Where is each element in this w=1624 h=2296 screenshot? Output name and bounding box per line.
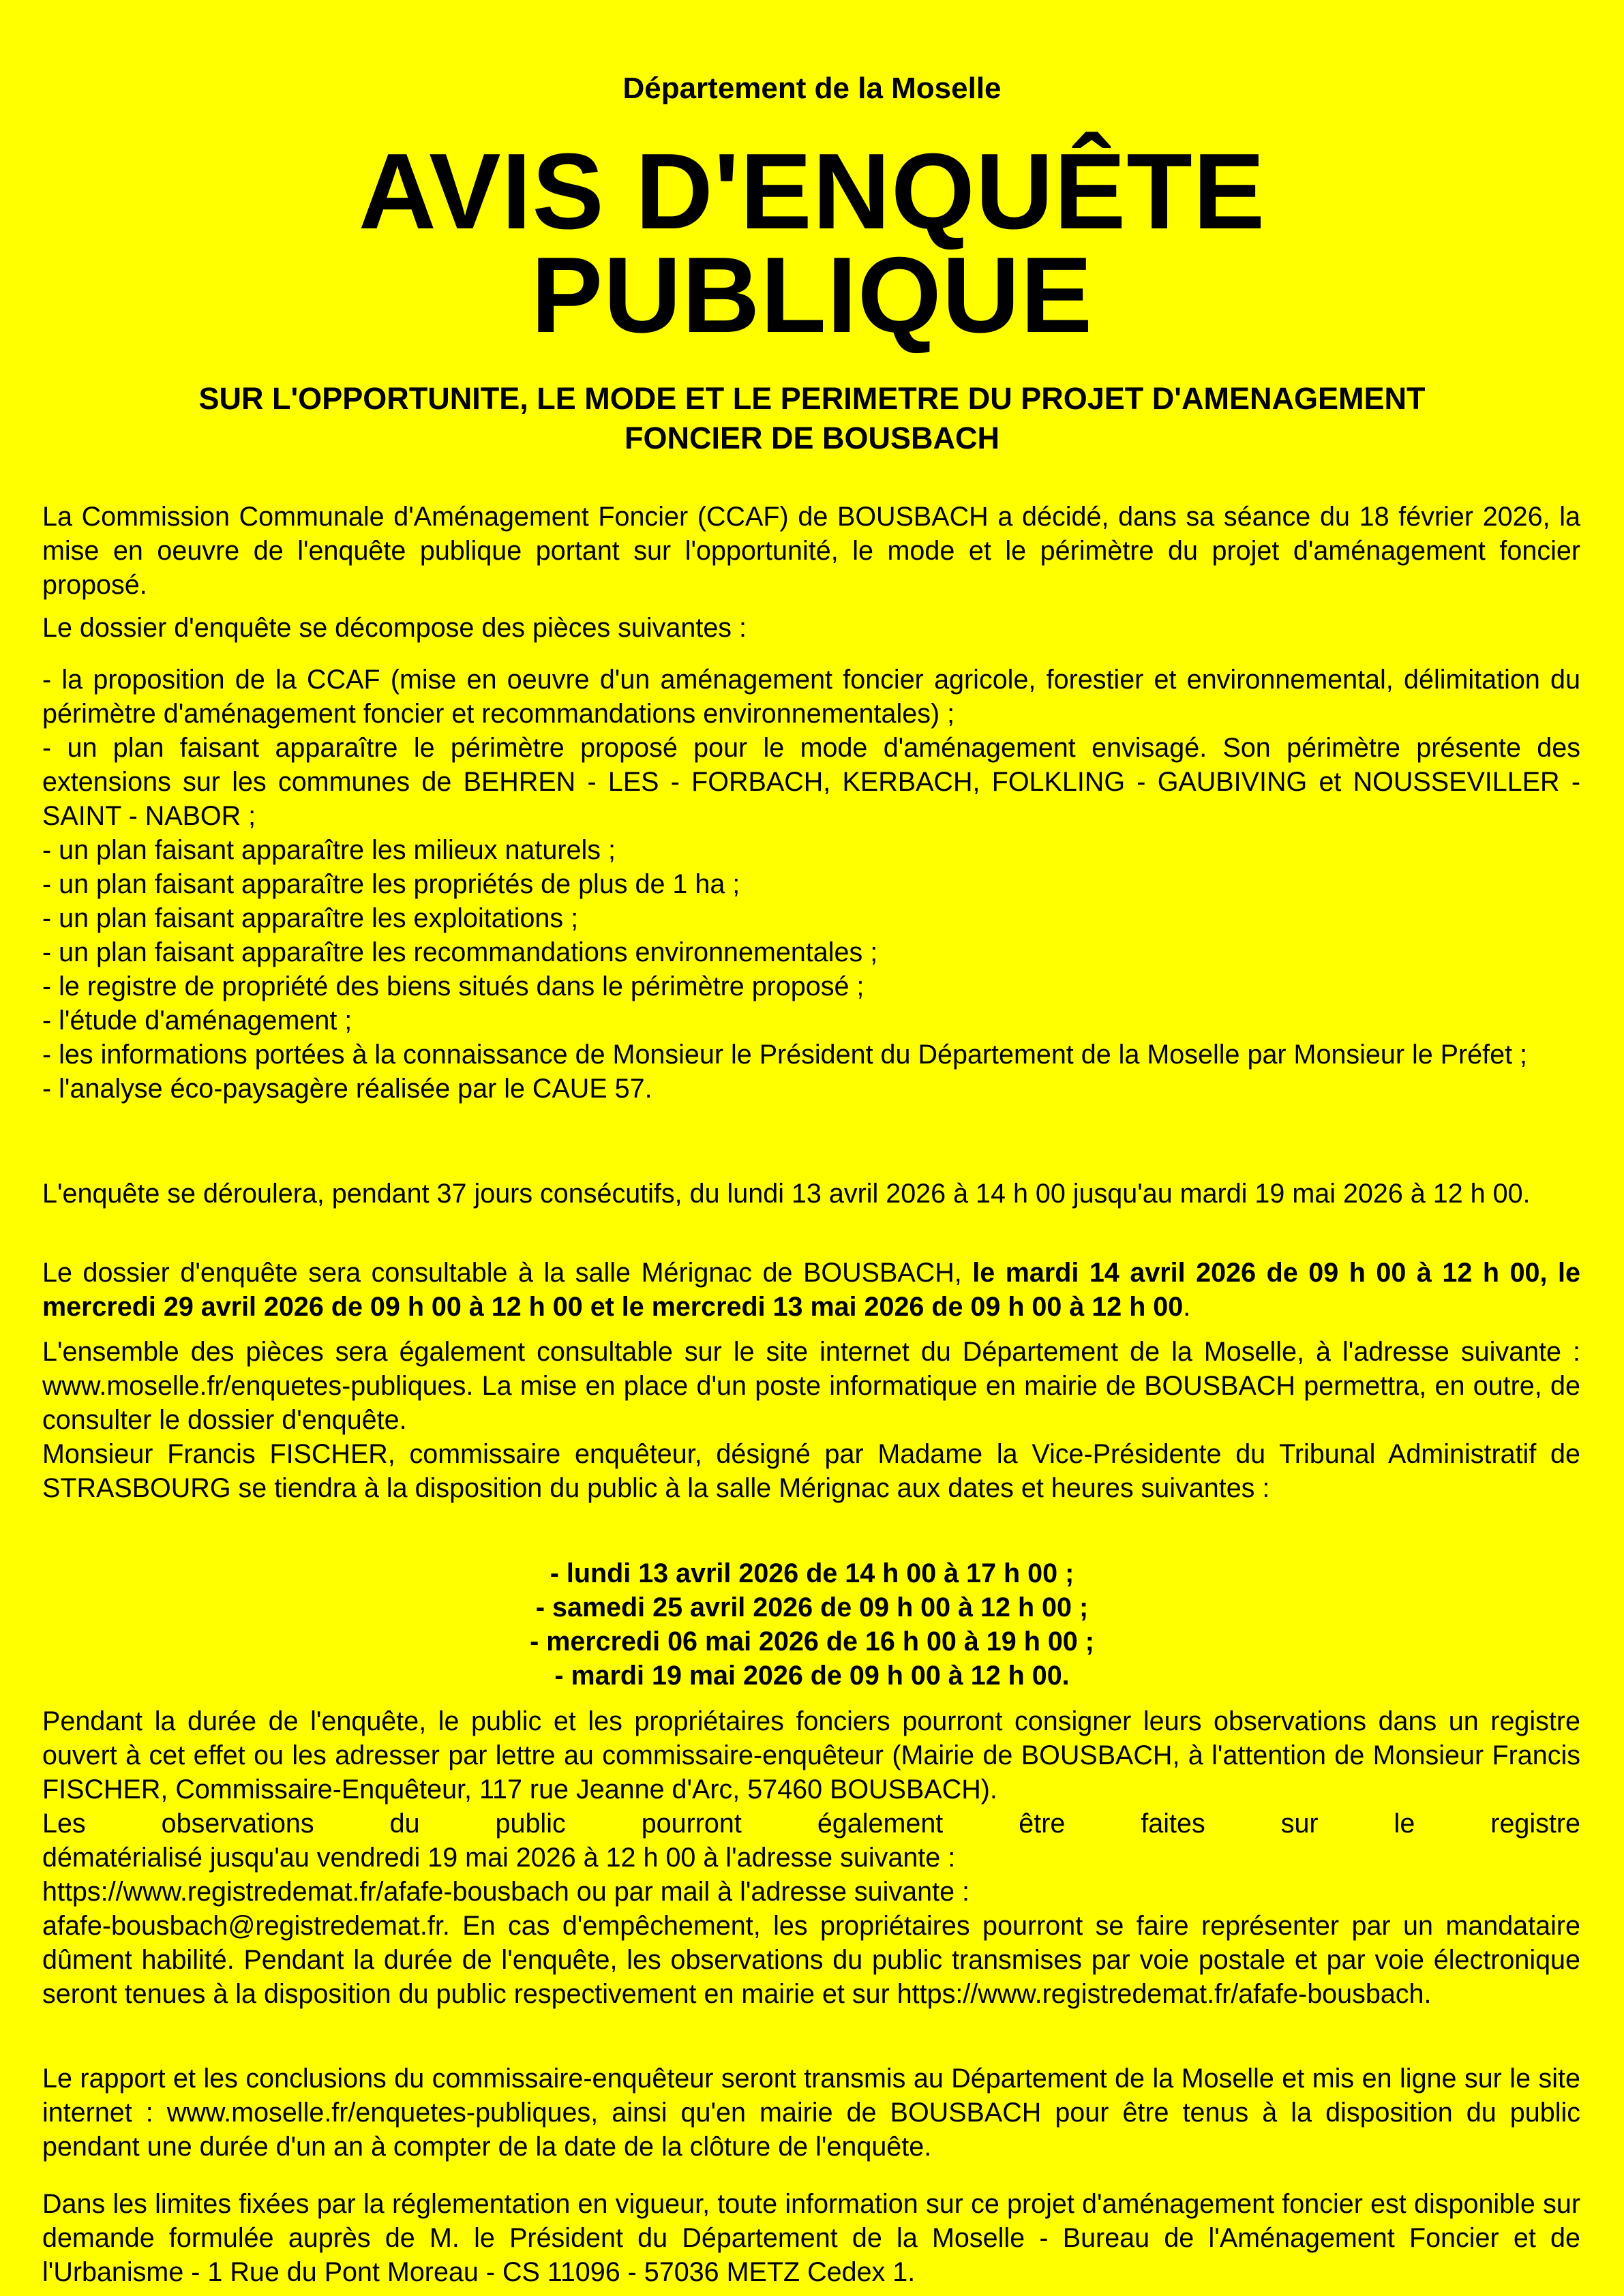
consultation-prefix: Le dossier d'enquête sera consultable à la salle Mérignac de BOUSBACH, — [42, 1258, 973, 1288]
online-paragraph: L'ensemble des pièces sera également consultable sur le site internet du Département de la Moselle, à l'adresse suivante : www.moselle.fr/enquetes-publiques. La mise en place d'un poste informatique en mairie de BOUSBACH permettra, en outre, de consulter le dossier d'enquête. — [42, 1337, 1580, 1435]
page-subtitle — [0, 379, 1624, 458]
list-item: - l'analyse éco-paysagère réalisée par le CAUE 57. — [42, 1074, 652, 1104]
intro-paragraph: La Commission Communale d'Aménagement Foncier (CCAF) de BOUSBACH a décidé, dans sa séance du 18 février 2026, la mise en oeuvre de l'enquête publique portant sur l'opportunité, le mode et le périmètre du projet d'aménagement foncier proposé. — [42, 502, 1580, 600]
observations-text-2: Les observations du public pourront également être faites sur le registre — [42, 1809, 1580, 1839]
list-item: - l'étude d'aménagement ; — [42, 1006, 352, 1036]
report-paragraph: Le rapport et les conclusions du commissaire-enquêteur seront transmis au Département de la Moselle et mis en ligne sur le site internet : www.moselle.fr/enquetes-publiques, ainsi qu'en mairie de BOUSBACH pour être tenus à la disposition du public pendant une durée d'un an à compter de la date de la clôture de l'enquête. — [42, 2064, 1580, 2162]
title-line-2: PUBLIQUE — [530, 235, 1094, 355]
list-item: - le registre de propriété des biens situés dans le périmètre proposé ; — [42, 971, 864, 1001]
subtitle-line-1: SUR L'OPPORTUNITE, LE MODE ET LE PERIMETRE DU PROJET D'AMENAGEMENT — [198, 381, 1426, 416]
permanence-item: - samedi 25 avril 2026 de 09 h 00 à 12 h 00 ; — [535, 1592, 1089, 1622]
list-item: - un plan faisant apparaître le périmètre proposé pour le mode d'aménagement envisagé. Son périmètre présente des extensions sur les communes de BEHREN - LES - FORBACH, KERBACH, FOLKLING - GAUBIVING et NOUSSEVILLER - SAINT - NABOR ; — [42, 733, 1580, 831]
observations-paragraph — [42, 1704, 1580, 2011]
observations-text-4: https://www.registredemat.fr/afafe-bousbach ou par mail à l'adresse suivante : — [42, 1877, 969, 1907]
information-paragraph: Dans les limites fixées par la réglementation en vigueur, toute information sur ce projet d'aménagement foncier est disponible sur demande formulée auprès de M. le Président du Département de la Moselle - Bureau de l'Aménagement Foncier et de l'Urbanisme - 1 Rue du Pont Moreau - CS 11096 - 57036 METZ Cedex 1. — [42, 2189, 1580, 2287]
consultation-suffix: . — [1183, 1292, 1191, 1322]
list-item: - les informations portées à la connaissance de Monsieur le Président du Département de la Moselle par Monsieur le Préfet ; — [42, 1040, 1528, 1070]
permanence-item: - mardi 19 mai 2026 de 09 h 00 à 12 h 00. — [554, 1661, 1070, 1691]
title-line-1: AVIS D'ENQUÊTE — [358, 132, 1266, 252]
consultation-dates: le mardi 14 avril 2026 de 09 h 00 à 12 h 00, le mercredi 29 avril 2026 de 09 h 00 à 12 h 00 et le mercredi 13 mai 2026 de 09 h 00 à 12 h 00 — [42, 1258, 1580, 1322]
page-title — [0, 132, 1624, 355]
observations-text-5: afafe-bousbach@registredemat.fr. En cas d'empêchement, les propriétaires pourront se faire représenter par un mandataire dûment habilité. Pendant la durée de l'enquête, les observations du public transmises par voie postale et par voie électronique seront tenues à la disposition du public respectivement en mairie et sur https://www.registredemat.fr/afafe-bousbach. — [42, 1911, 1580, 2009]
list-item: - un plan faisant apparaître les exploitations ; — [42, 903, 579, 933]
department-heading: Département de la Moselle — [622, 72, 1002, 105]
observations-text-3: dématérialisé jusqu'au vendredi 19 mai 2026 à 12 h 00 à l'adresse suivante : — [42, 1843, 956, 1873]
permanence-item: - mercredi 06 mai 2026 de 16 h 00 à 19 h 00 ; — [530, 1627, 1094, 1657]
list-item: - la proposition de la CCAF (mise en oeuvre d'un aménagement foncier agricole, forestier et environnemental, délimitation du périmètre d'aménagement foncier et recommandations environnementales) ; — [42, 665, 1580, 729]
consultation-paragraph — [42, 1256, 1580, 1324]
permanences-list — [0, 1556, 1624, 1693]
list-item: - un plan faisant apparaître les propriétés de plus de 1 ha ; — [42, 869, 740, 899]
subtitle-line-2: FONCIER DE BOUSBACH — [624, 421, 1000, 455]
duration-paragraph: L'enquête se déroulera, pendant 37 jours consécutifs, du lundi 13 avril 2026 à 14 h 00 jusqu'au mardi 19 mai 2026 à 12 h 00. — [42, 1179, 1531, 1209]
permanence-item: - lundi 13 avril 2026 de 14 h 00 à 17 h 00 ; — [550, 1558, 1074, 1588]
observations-text-1: Pendant la durée de l'enquête, le public et les propriétaires fonciers pourront consigner leurs observations dans un registre ouvert à cet effet ou les adresser par lettre au commissaire-enquêteur (Mairie de BOUSBACH, à l'attention de Monsieur Francis FISCHER, Commissaire-Enquêteur, 117 rue Jeanne d'Arc, 57460 BOUSBACH). — [42, 1706, 1580, 1804]
list-item: - un plan faisant apparaître les recommandations environnementales ; — [42, 937, 878, 967]
dossier-heading: Le dossier d'enquête se décompose des pièces suivantes : — [42, 613, 747, 643]
commissioner-paragraph: Monsieur Francis FISCHER, commissaire enquêteur, désigné par Madame la Vice-Présidente du Tribunal Administratif de STRASBOURG se tiendra à la disposition du public à la salle Mérignac aux dates et heures suivantes : — [42, 1439, 1580, 1503]
pieces-list — [42, 663, 1580, 1106]
list-item: - un plan faisant apparaître les milieux naturels ; — [42, 835, 616, 865]
